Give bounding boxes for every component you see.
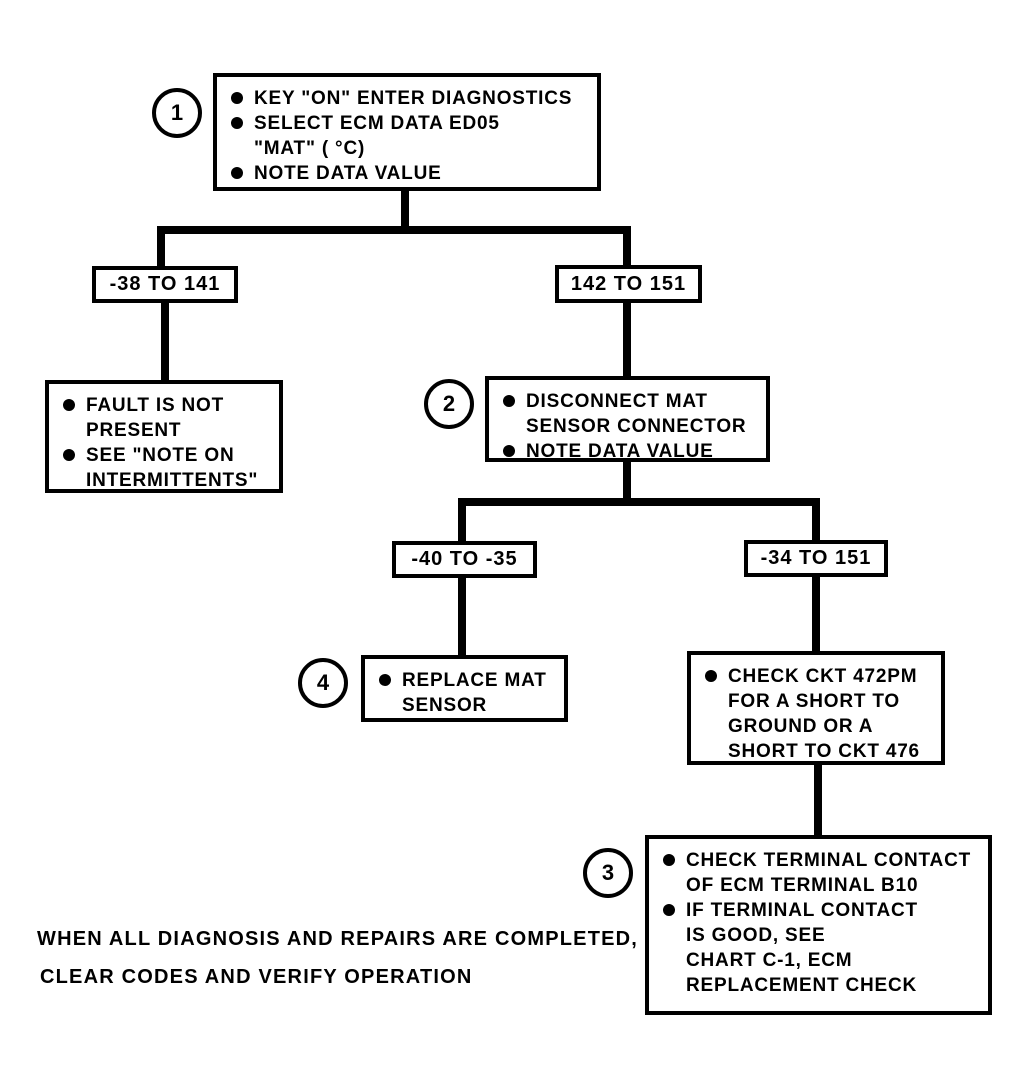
bullet-text	[86, 393, 269, 443]
text-line: SELECT ECM DATA ED05	[254, 113, 500, 134]
range-label: -34 TO 151	[760, 547, 872, 569]
bullet-text	[254, 111, 587, 161]
bullet-icon	[231, 92, 243, 104]
bullet-text	[526, 389, 756, 439]
bullet-item	[705, 664, 931, 764]
bullet-icon	[663, 854, 675, 866]
text-line: INTERMITTENTS"	[86, 470, 259, 491]
text-line: KEY "ON" ENTER DIAGNOSTICS	[254, 88, 573, 109]
bullet-item	[379, 668, 554, 718]
connector-line	[458, 498, 820, 506]
text-line: FOR A SHORT TO	[728, 691, 900, 712]
range-box-left	[92, 266, 238, 303]
text-line: SHORT TO CKT 476	[728, 741, 920, 762]
text-line: REPLACEMENT CHECK	[686, 975, 918, 996]
text-line: SEE "NOTE ON	[86, 445, 235, 466]
connector-line	[623, 226, 631, 268]
text-line: GROUND OR A	[728, 716, 874, 737]
bullet-icon	[663, 904, 675, 916]
text-line: IF TERMINAL CONTACT	[686, 900, 918, 921]
connector-line	[157, 226, 631, 234]
bullet-text	[686, 898, 978, 998]
text-line: PRESENT	[86, 420, 182, 441]
bullet-text	[86, 443, 269, 493]
connector-line	[161, 301, 169, 382]
bullet-text	[254, 161, 587, 186]
footer-note-line: WHEN ALL DIAGNOSIS AND REPAIRS ARE COMPLETED,	[37, 928, 639, 950]
connector-line	[812, 575, 820, 653]
bullet-icon	[231, 117, 243, 129]
bullet-icon	[379, 674, 391, 686]
step3-number-circle	[583, 848, 633, 898]
step4-box	[361, 655, 568, 722]
bullet-icon	[705, 670, 717, 682]
step3-box	[645, 835, 992, 1015]
text-line: SENSOR CONNECTOR	[526, 416, 747, 437]
bullet-item	[503, 439, 756, 464]
text-line: SENSOR	[402, 695, 488, 716]
bullet-icon	[503, 445, 515, 457]
bullet-item	[663, 898, 978, 998]
step4-number-circle	[298, 658, 348, 708]
bullet-item	[231, 161, 587, 186]
bullet-text	[728, 664, 931, 764]
text-line: FAULT IS NOT	[86, 395, 225, 416]
bullet-item	[663, 848, 978, 898]
text-line: IS GOOD, SEE	[686, 925, 826, 946]
text-line: CHART C-1, ECM	[686, 950, 853, 971]
check-ckt-box	[687, 651, 945, 765]
bullet-text	[402, 668, 554, 718]
connector-line	[458, 498, 466, 543]
range-label: -38 TO 141	[109, 273, 221, 295]
range-box-minus40	[392, 541, 537, 578]
text-line: "MAT" ( °C)	[254, 138, 366, 159]
text-line: NOTE DATA VALUE	[526, 441, 714, 462]
connector-line	[814, 763, 822, 837]
text-line: DISCONNECT MAT	[526, 391, 708, 412]
range-box-minus34	[744, 540, 888, 577]
bullet-icon	[63, 449, 75, 461]
step2-box	[485, 376, 770, 462]
connector-line	[812, 498, 820, 542]
connector-line	[623, 301, 631, 378]
bullet-text	[526, 439, 756, 464]
bullet-text	[686, 848, 978, 898]
step-number: 2	[442, 391, 456, 416]
range-label: 142 TO 151	[570, 272, 687, 295]
connector-line	[458, 576, 466, 657]
bullet-text	[254, 86, 587, 111]
text-line: CHECK TERMINAL CONTACT	[686, 850, 971, 871]
bullet-item	[231, 86, 587, 111]
footer-note-line: CLEAR CODES AND VERIFY OPERATION	[40, 966, 473, 988]
connector-line	[157, 226, 165, 268]
text-line: OF ECM TERMINAL B10	[686, 875, 919, 896]
step1-number-circle	[152, 88, 202, 138]
text-line: NOTE DATA VALUE	[254, 163, 442, 184]
text-line: REPLACE MAT	[402, 670, 547, 691]
step-number: 3	[601, 860, 615, 885]
bullet-item	[503, 389, 756, 439]
bullet-icon	[231, 167, 243, 179]
bullet-item	[63, 443, 269, 493]
step2-number-circle	[424, 379, 474, 429]
step-number: 1	[170, 100, 184, 125]
text-line: CHECK CKT 472PM	[728, 666, 918, 687]
bullet-item	[231, 111, 587, 161]
fault-not-present-box	[45, 380, 283, 493]
step-number: 4	[316, 670, 330, 695]
step1-box	[213, 73, 601, 191]
bullet-icon	[63, 399, 75, 411]
range-label: -40 TO -35	[411, 548, 518, 570]
bullet-icon	[503, 395, 515, 407]
range-box-right	[555, 265, 702, 303]
bullet-item	[63, 393, 269, 443]
